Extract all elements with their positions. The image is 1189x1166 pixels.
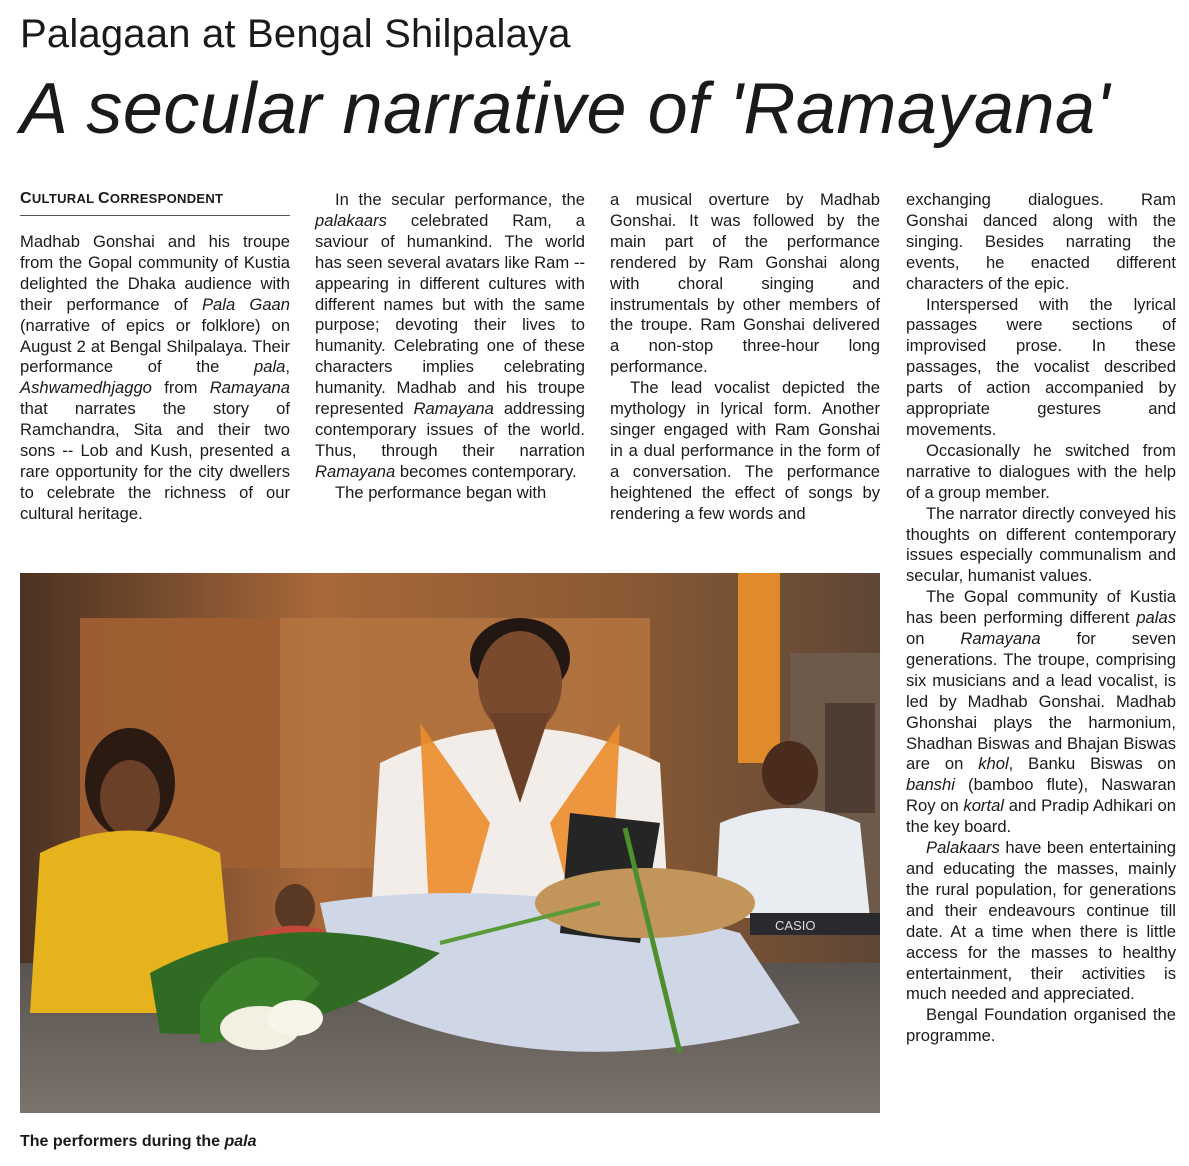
text: In the secular performance, the	[335, 190, 585, 209]
text: becomes contemporary.	[395, 461, 577, 481]
text: have been entertaining and educating the masses, mainly the rural population, for generations and their endeavours continue till date. At a time when there is little access for the masses to healthy entertainment, their activities is much needed and appreciated.	[906, 838, 1176, 1004]
paragraph: exchanging dialogues. Ram Gonshai danced along with the singing. Besides narrating the events, he enacted different characters of the epic.	[906, 190, 1176, 293]
headline: A secular narrative of 'Ramayana'	[20, 69, 1110, 149]
italic-text: Ashwamedhjaggo	[20, 378, 152, 398]
byline-c2: C	[98, 190, 110, 207]
text: addressing contemporary issues of the world. Thus, through their narration	[315, 399, 585, 460]
keyboard-brand-text: CASIO	[775, 918, 816, 933]
column-3	[610, 190, 880, 525]
text: (narrative of epics or folklore) on August 2 at Bengal Shilpalaya. Their performance of the	[20, 315, 290, 377]
italic-text: Ramayana	[315, 461, 396, 481]
paragraph	[906, 587, 1176, 838]
column-4	[906, 190, 1176, 1047]
text: and Pradip Adhikari on the key board.	[906, 796, 1176, 837]
paragraph: The lead vocalist depicted the mythology in lyrical form. Another singer engaged with Ram Gonshai in a dual performance in the form of a conversation. The performance heightened the effect of songs by rendering a few words and	[610, 378, 880, 523]
paragraph: a musical overture by Madhab Gonshai. It was followed by the main part of the performance rendered by Ram Gonshai along with choral singing and instrumentals by other members of the troupe. Ram Gonshai delivered a non-stop three-hour long performance.	[610, 190, 880, 377]
italic-text: khol	[978, 754, 1009, 774]
byline	[20, 190, 290, 216]
text: ,	[285, 357, 290, 377]
paragraph: The narrator directly conveyed his thoughts on different contemporary issues especially communalism and secular, humanist values.	[906, 503, 1176, 586]
paragraph: Occasionally he switched from narrative to dialogues with the help of a group member.	[906, 440, 1176, 502]
performers-photo-art	[20, 573, 880, 1113]
byline-c1: C	[20, 190, 32, 207]
text: (bamboo flute), Naswaran Roy on	[906, 775, 1176, 816]
caption-italic-text: pala	[224, 1133, 257, 1150]
byline-rest2: ORRESPONDENT	[109, 191, 224, 206]
italic-text: Ramayana	[413, 399, 494, 419]
paragraph: The performance began with	[335, 482, 547, 502]
text: that narrates the story of Ramchandra, Sita and their two sons -- Lob and Kush, presented a rare opportunity for the city dwellers to celebrate the richness of our cultural heritage.	[20, 399, 290, 523]
text: for seven generations. The troupe, comprising six musicians and a lead vocalist, is led by Madhab Gonshai. Madhab Ghonshai plays the harmonium, Shadhan Biswas and Bhajan Biswas are on	[906, 629, 1176, 774]
italic-text: Palakaars	[926, 838, 1000, 858]
kicker: Palagaan at Bengal Shilpalaya	[20, 12, 571, 56]
italic-text: palakaars	[315, 210, 387, 230]
text: from	[151, 378, 210, 398]
paragraph	[906, 838, 1176, 1005]
caption-text: The performers during the	[20, 1133, 225, 1150]
text: Madhab Gonshai and his troupe from the Gopal community of Kustia delighted the Dhaka audience with their performance of	[20, 232, 290, 314]
italic-text: pala	[254, 357, 286, 377]
column-1	[20, 232, 290, 525]
text: on	[906, 629, 961, 649]
italic-text: Pala Gaan	[201, 294, 291, 314]
text: celebrated Ram, a saviour of humankind. The world has seen several avatars like Ram -- appearing in different cultures with different names but with the same purpose; devoting their lives to humanity. Celebrating one of these characters implies celebrating humanity. Madhab and his troupe represented	[315, 210, 585, 419]
text: The Gopal community of Kustia has been performing different	[906, 587, 1176, 628]
paragraph: Interspersed with the lyrical passages were sections of improvised prose. In these passages, the vocalist described parts of action accompanied by appropriate gestures and movements.	[906, 294, 1176, 439]
paragraph	[315, 190, 585, 483]
photo-caption	[20, 1133, 256, 1151]
column-2	[315, 190, 585, 504]
paragraph: Bengal Foundation organised the programme.	[906, 1005, 1176, 1046]
byline-rest1: ULTURAL	[31, 191, 99, 206]
text: , Banku Biswas on	[1008, 754, 1176, 774]
italic-text: palas	[1136, 608, 1176, 628]
paragraph	[20, 232, 290, 525]
italic-text: banshi	[906, 775, 955, 795]
performers-photo	[20, 573, 880, 1113]
italic-text: Ramayana	[960, 629, 1041, 649]
italic-text: kortal	[963, 796, 1004, 816]
italic-text: Ramayana	[209, 378, 290, 398]
